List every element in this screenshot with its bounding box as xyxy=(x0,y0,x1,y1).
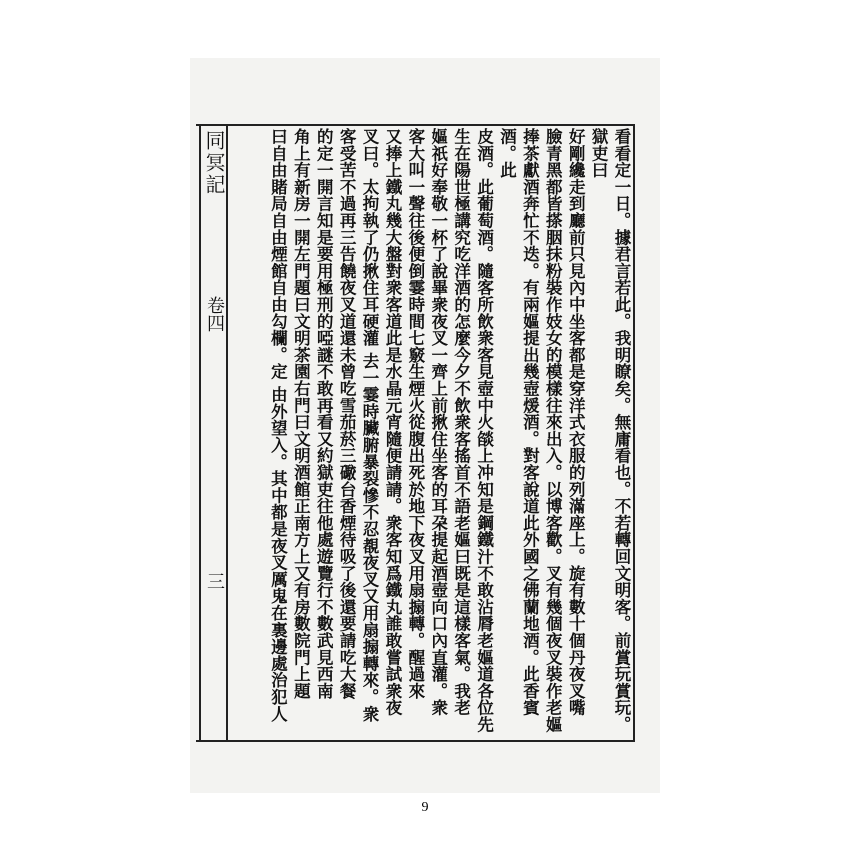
text-line: 生在陽世極講究吃洋酒的怎麼今夕不飲衆客搖首不語老嫗曰既是這樣客氣。我老 xyxy=(451,128,471,716)
text-line: 臉青黑都皆搽胭抹粉裝作妓女的模樣往來出入。以博客歡。叉有幾個夜叉裝作老嫗 xyxy=(543,128,563,733)
text-line: 角上有新房一開左門題曰文明茶園右門曰文明酒館正南方上又有房數院門上題 xyxy=(291,128,311,700)
frame-top-rule xyxy=(196,124,634,126)
text-line: 好剛纔走到廳前只見內中坐客都是穿洋式衣服的列滿座上。旋有數十個丹夜叉嘴 xyxy=(566,128,586,716)
margin-rule-outer xyxy=(199,124,201,742)
text-line: 叉曰。太拘執了仍揪住耳硬灌 去一霎時臟腑暴裂慘不忍覩夜叉又用扇搧轉來。衆 xyxy=(360,128,380,723)
page-number: 9 xyxy=(421,800,429,815)
text-line: 嫗祇好奉敬一杯了說畢衆夜叉一齊上前揪住坐客的耳朶提起酒壺向口內直灌。衆 xyxy=(428,128,448,716)
text-line: 捧茶獻酒奔忙不迭。有兩嫗提出幾壺煖酒。對客說道此外國之佛蘭地酒。此香賓酒。此 xyxy=(497,128,540,716)
text-line: 曰自由賭局自由煙館自由勾欄。定 由外望入。其中都是夜叉厲鬼在裏邊處治犯人 xyxy=(268,128,288,723)
text-line: 皮酒。此葡萄酒。隨客所飲衆客見壺中火燄上冲知是鋼鐵汁不敢沾脣老嫗道各位先 xyxy=(474,128,494,733)
body-text xyxy=(232,128,632,738)
text-line: 又捧上鐵丸幾大盤對衆客道此是水晶元宵隨便請請。衆客知爲鐵丸誰敢嘗試衆夜 xyxy=(382,128,402,716)
folio-number: 三 xyxy=(204,572,225,590)
volume-label: 卷四 xyxy=(204,296,225,332)
frame-bottom-rule xyxy=(196,740,634,742)
text-line: 客大叫一聲往後便倒霎時間七竅生煙火從腹出死於地下夜叉用扇搧轉。醒過來 xyxy=(405,128,425,700)
text-line: 看看定一日。據君言若此。我明瞭矣。無庸看也。不若轉回文明客。前賞玩賞玩。獄吏曰 xyxy=(589,128,631,733)
text-line: 客受苦不過再三告饒夜叉道還未曾吃雪茄菸三礮台香煙待吸了後還要請吃大餐 xyxy=(337,128,357,700)
text-line: 的定一開言知是要用極刑的啞謎不敢再看又約獄吏往他處遊覽行不數武見西南 xyxy=(314,128,334,700)
frame-right-rule xyxy=(633,124,635,742)
margin-rule-inner xyxy=(226,124,228,742)
book-title: 同冥記 xyxy=(202,130,226,196)
